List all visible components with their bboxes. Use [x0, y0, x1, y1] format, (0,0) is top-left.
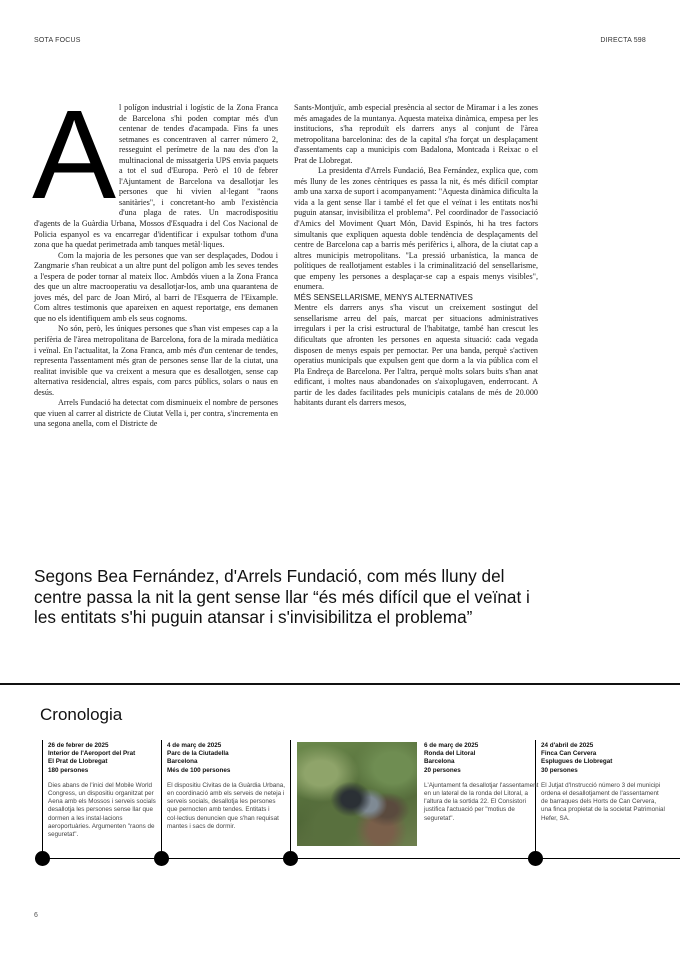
entry-description: El dispositiu Civitas de la Guàrdia Urbana, en coordinació amb els serveis de neteja i serveis socials, desallotja les persones que pernocten amb tendes. Entitats i col·lectius denuncien que s'han requisat mantes i sacs de dormir. — [167, 781, 285, 830]
entry-people: Més de 100 persones — [167, 766, 231, 774]
timeline-entry — [48, 742, 166, 839]
encampment-photo — [297, 742, 417, 846]
page-number: 6 — [34, 912, 38, 919]
section-label: SOTA FOCUS — [34, 37, 81, 44]
article-column-1 — [32, 84, 278, 430]
subheading: MÉS SENSELLARISME, MENYS ALTERNATIVES — [294, 292, 473, 302]
paragraph: Mentre els darrers anys s'ha viscut un creixement sostingut del sensellarisme arreu del país, marcat per situacions administratives irregulars i per la crisi estructural de l'habitatge, també han crescut les dificultats que afronten les persones en aquesta situació: cada vegada disposen de menys espais per pernoctar. Per una banda, perquè s'activen operatius municipals que expulsen gent que dorm a la via pública com el Pla Endreça de Barcelona. Per l'altra, perquè molts solars buits s'han anat edificant, i moltes naus abandonades on s'aixoplugaven, enderrocant. A partir de les dades facilitades pels municipis catalans de més de 20.000 habitants durant els darrers mesos, — [294, 303, 538, 408]
pull-quote: Segons Bea Fernández, d'Arrels Fundació, com més lluny del centre passa la nit la gent sense llar “és més difícil que el veïnat i les entitats s'hi puguin atansar i s'invisibilitza el problema” — [34, 566, 530, 627]
entry-place: Finca Can Cervera — [541, 750, 597, 758]
dropcap: A — [32, 84, 117, 225]
entry-date: 6 de març de 2025 — [424, 742, 479, 749]
timeline-dot — [283, 851, 298, 866]
timeline-entry — [541, 742, 665, 823]
issue-label: DIRECTA 598 — [600, 37, 646, 44]
entry-people: 20 persones — [424, 766, 461, 774]
timeline-dot — [35, 851, 50, 866]
timeline-connector — [42, 740, 43, 858]
section-divider — [0, 683, 680, 685]
timeline-entry — [424, 742, 542, 823]
paragraph: Com la majoria de les persones que van ser desplaçades, Dodou i Zangmarie s'han reubicat a un altre punt del polígon amb les seves tendes a l'espera de poder tornar al mateix lloc. Ambdós viuen a la Zona Franca des que un altre macrooperatiu va desallotjar-los, amb una quarantena de joves més, del parc de Joan Miró, al barri de l'Esquerra de l'Eixample. Com altres testimonis que apareixen en aquest reportatge, ens demanen que no els identifiquem amb els seus cognoms. — [34, 250, 278, 323]
entry-description: El Jutjat d'Instrucció número 3 del municipi ordena el desallotjament de l'assentament de barraques dels Horts de Can Cervera, una finca propietat de la societat Patrimonial Hefer, SA. — [541, 781, 665, 822]
article-column-2 — [294, 103, 538, 409]
entry-place: Interior de l'Aeroport del Prat — [48, 750, 136, 758]
entry-city: Barcelona — [167, 758, 198, 766]
entry-people: 30 persones — [541, 766, 578, 774]
timeline-connector — [290, 740, 291, 858]
timeline-axis — [35, 858, 680, 859]
paragraph: La presidenta d'Arrels Fundació, Bea Fernández, explica que, com més lluny de les zones cèntriques es passa la nit, és més difícil comptar amb una xarxa de suport i acompanyament: "Aquesta dinàmica dificulta la vida a la gent sense llar i també el fet que el veïnat i les entitats nos'hi puguin atansar, invisibilitza el problema". Pel coordinador de l'associació d'Amics del Moviment Quart Món, David Espinós, hi ha tres factors simultanis que expliquen aquesta doble tendència de desplaçaments del centre de Barcelona cap a barris més perifèrics i, alhora, de la ciutat cap a altres municipis metropolitans. "La pressió urbanística, la manca de polítiques de reallotjament estables i la criminalització del sensellarisme, que empeny les persones a desplaçar-se cap a espais menys visibles", enumera. — [294, 166, 538, 292]
entry-place: Ronda del Litoral — [424, 750, 476, 758]
entry-description: L'Ajuntament fa desallotjar l'assentament en un lateral de la ronda del Litoral, a l'altura de la sortida 22. El Consistori justifica l'actuació per "motius de seguretat". — [424, 781, 539, 822]
entry-city: El Prat de Llobregat — [48, 758, 108, 766]
paragraph: Sants-Montjuïc, amb especial presència al sector de Miramar i a les zones més amagades de la muntanya. Aquesta mateixa dinàmica, empesa per les institucions, s'ha reproduït els darrers anys al conjunt de l'àrea metropolitana barcelonina: des de la capital s'ha forçat un desplaçament d'assentaments cap a municipis com Badalona, Montcada i Reixac o el Prat de Llobregat. — [294, 103, 538, 165]
paragraph: Arrels Fundació ha detectat com disminueix el nombre de persones que viuen al carrer al districte de Ciutat Vella i, per contra, s'incrementa en una segona anella, com el Districte de — [34, 398, 278, 429]
timeline-title: Cronologia — [40, 705, 123, 724]
timeline-dot — [528, 851, 543, 866]
entry-date: 26 de febrer de 2025 — [48, 742, 109, 749]
entry-people: 180 persones — [48, 766, 89, 774]
entry-description: Dies abans de l'inici del Mobile World Congress, un dispositiu organitzat per Aena amb els Mossos i serveis socials desallotja les persones sense llar que dormen a les instal·lacions aeroportuàries. Argumenten "raons de seguretat". — [48, 781, 156, 839]
entry-city: Barcelona — [424, 758, 455, 766]
entry-date: 24 d'abril de 2025 — [541, 742, 594, 749]
timeline-dot — [154, 851, 169, 866]
paragraph: No són, però, les úniques persones que s'han vist empeses cap a la perifèria de l'àrea metropolitana de Barcelona, fora de la mirada mediàtica i veïnal. En l'actualitat, la Zona Franca, amb més d'un centenar de tendes, representa l'assentament més gran de persones sense llar de la ciutat, una realitat invisible que va creixent a mesura que es desallotgen, sense cap alternativa residencial, altres espais, com parcs públics, solars o naus en desús. — [34, 324, 278, 397]
entry-place: Parc de la Ciutadella — [167, 750, 229, 758]
entry-city: Esplugues de Llobregat — [541, 758, 613, 766]
entry-date: 4 de març de 2025 — [167, 742, 222, 749]
timeline-entry — [167, 742, 285, 831]
paragraph: l polígon industrial i logístic de la Zona Franca de Barcelona s'hi poden comptar més d'un centenar de tendes d'acampada. Fins fa unes setmanes es concentraven al carrer número 2, resseguint el perímetre de la nau des d'on la multinacional de missatgeria UPS envia paquets a tot el sud d'Europa. Però el 10 de febrer l'Ajuntament de Barcelona va desallotjar les persones que hi vivien al·legant "raons sanitàries", i concretant-ho amb l'existència d'una plaga de rates. Un macrodispositiu d'agents de la Guàrdia Urbana, Mossos d'Esquadra i del Cos Nacional de Policia espanyol es va encarregar d'identificar i expulsar tothom d'una zona que ha quedat perimetrada amb tanques metàl·liques. — [34, 103, 278, 250]
